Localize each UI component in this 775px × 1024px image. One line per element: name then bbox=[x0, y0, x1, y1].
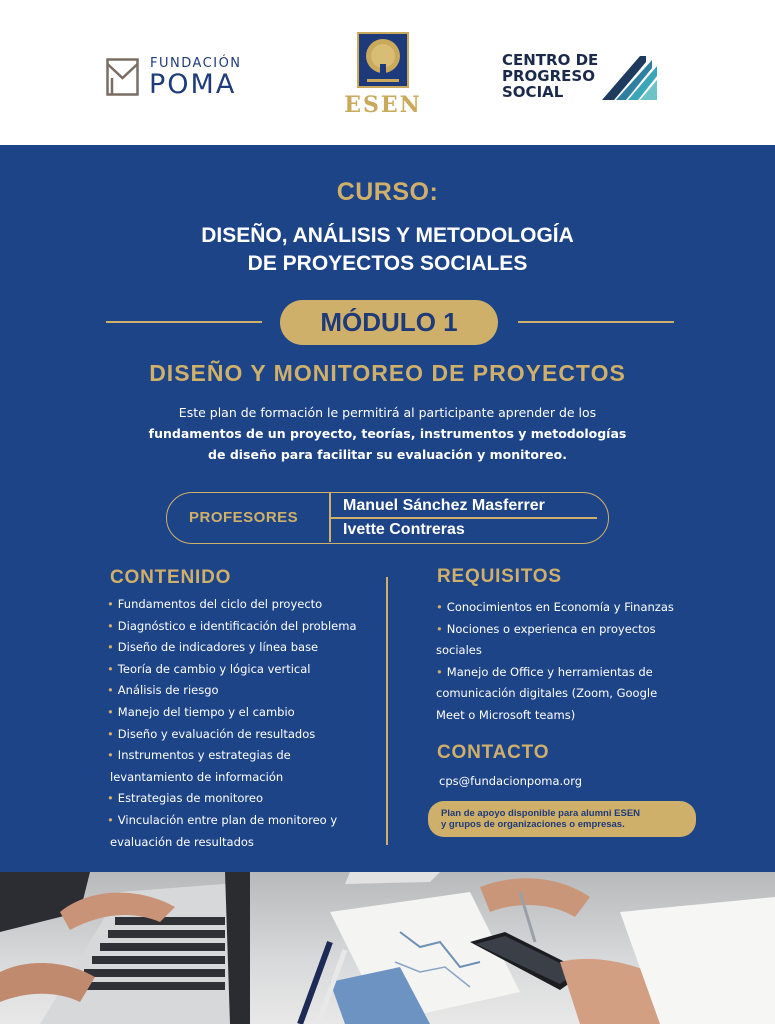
professor-name: Ivette Contreras bbox=[343, 521, 465, 538]
bullet-icon: • bbox=[107, 640, 114, 655]
esen-tree-emblem bbox=[357, 32, 409, 88]
intro-text bbox=[0, 402, 775, 465]
bullet-icon: • bbox=[107, 812, 114, 827]
module-subtitle: DISEÑO Y MONITOREO DE PROYECTOS bbox=[149, 360, 626, 386]
bullet-icon: • bbox=[107, 661, 114, 676]
bullet-icon: • bbox=[107, 618, 114, 633]
bullet-icon: • bbox=[436, 664, 443, 679]
bullet-icon: • bbox=[107, 597, 114, 611]
bullet-icon: • bbox=[436, 621, 443, 636]
contenido-list bbox=[107, 594, 357, 853]
bullet-icon: • bbox=[107, 748, 114, 763]
contact-email-link[interactable]: cps@fundacionpoma.org bbox=[439, 774, 583, 788]
list-item: • Vinculación entre plan de monitoreo y bbox=[107, 812, 338, 827]
divider-right bbox=[518, 321, 674, 323]
intro-line3: de diseño para facilitar su evaluación y monitoreo. bbox=[208, 447, 567, 462]
esen-wordmark: ESEN bbox=[344, 92, 422, 118]
list-item: • Fundamentos del ciclo del proyecto bbox=[107, 597, 323, 611]
course-title-line1: DISEÑO, ANÁLISIS Y METODOLOGÍA bbox=[201, 224, 574, 247]
divider-left bbox=[106, 321, 262, 323]
support-line1: Plan de apoyo disponible para alumni ESEN bbox=[441, 808, 641, 819]
list-item: • Manejo del tiempo y el cambio bbox=[107, 704, 295, 719]
envelope-icon bbox=[106, 58, 139, 96]
meeting-photo bbox=[0, 872, 775, 1024]
centro-progreso-social-logo bbox=[502, 52, 662, 104]
professor-name: Manuel Sánchez Masferrer bbox=[343, 497, 545, 514]
bullet-icon: • bbox=[107, 726, 114, 741]
professors-box bbox=[166, 492, 609, 544]
fundacion-poma-logo bbox=[106, 55, 266, 101]
professors-divider-horizontal bbox=[329, 517, 597, 519]
esen-logo bbox=[342, 32, 424, 118]
course-title-line2: DE PROYECTOS SOCIALES bbox=[247, 252, 528, 275]
header-logos bbox=[0, 0, 775, 145]
desk-meeting-illustration bbox=[0, 872, 775, 1024]
tree-icon bbox=[359, 34, 407, 86]
intro-line1: Este plan de formación le permitirá al participante aprender de los bbox=[178, 405, 597, 420]
module-badge: MÓDULO 1 bbox=[280, 300, 498, 345]
bullet-icon: • bbox=[107, 683, 114, 698]
contacto-heading: CONTACTO bbox=[437, 742, 550, 763]
bullet-icon: • bbox=[107, 791, 114, 806]
list-item: • Manejo de Office y herramientas de bbox=[436, 664, 653, 679]
list-item-continuation: evaluación de resultados bbox=[110, 834, 254, 849]
professors-label: PROFESORES bbox=[189, 509, 299, 526]
list-item: • Instrumentos y estrategias de bbox=[107, 748, 291, 763]
requisitos-list bbox=[436, 597, 674, 727]
bullet-icon: • bbox=[107, 704, 114, 719]
list-item: • Teoría de cambio y lógica vertical bbox=[107, 661, 311, 676]
list-item: • Diseño de indicadores y línea base bbox=[107, 640, 319, 655]
list-item-continuation: Meet o Microsoft teams) bbox=[436, 707, 576, 722]
intro-line2: fundamentos de un proyecto, teorías, instrumentos y metodologías bbox=[148, 426, 627, 441]
list-item-continuation: sociales bbox=[436, 643, 482, 658]
list-item-continuation: levantamiento de información bbox=[110, 769, 284, 784]
contenido-heading: CONTENIDO bbox=[110, 567, 232, 588]
course-title bbox=[0, 222, 775, 278]
list-item: • Análisis de riesgo bbox=[107, 683, 219, 698]
list-item: • Diseño y evaluación de resultados bbox=[107, 726, 316, 741]
list-item: • Diagnóstico e identificación del problema bbox=[107, 618, 357, 633]
course-label: CURSO: bbox=[336, 178, 439, 206]
poma-label: POMA bbox=[149, 69, 237, 100]
list-item-continuation: comunicación digitales (Zoom, Google bbox=[436, 686, 658, 701]
fundacion-label: FUNDACIÓN bbox=[150, 56, 242, 71]
bullet-icon: • bbox=[436, 600, 443, 614]
list-item: • Nociones o experienca en proyectos bbox=[436, 621, 656, 636]
centro-wordmark: CENTRO DE PROGRESO SOCIAL bbox=[502, 51, 599, 101]
stripes-arrow-icon bbox=[602, 56, 658, 100]
requisitos-heading: REQUISITOS bbox=[437, 566, 562, 587]
support-plan-badge bbox=[428, 801, 696, 837]
list-item: • Estrategias de monitoreo bbox=[107, 791, 263, 806]
support-line2: y grupos de organizaciones o empresas. bbox=[441, 819, 625, 830]
list-item: • Conocimientos en Economía y Finanzas bbox=[436, 600, 674, 614]
column-divider bbox=[386, 577, 388, 845]
